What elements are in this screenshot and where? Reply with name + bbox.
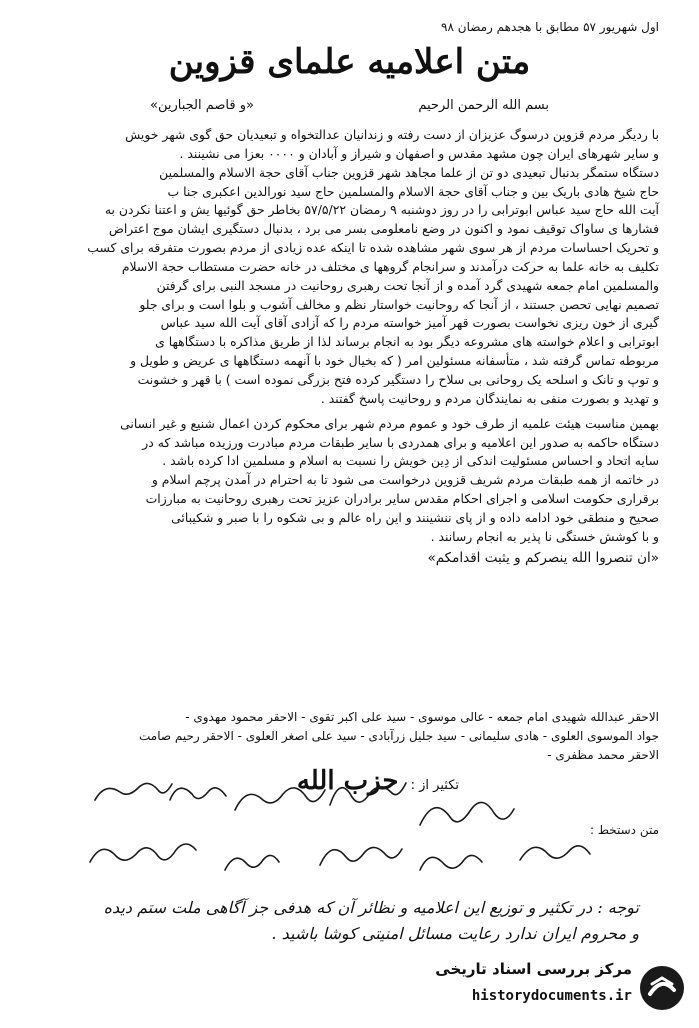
body-line: والمسلمین امام جمعه شهیدی گرد آمده و از آنجا تحت رهبری روحانیت در مسجد النبی برای گرفتن <box>156 277 659 293</box>
body-line: در خاتمه از همه طبقات مردم شریف قزوین درخواست می شود تا به احترام در آمدن پرچم اسلام و <box>151 472 659 488</box>
body-line: و تحریک احساسات مردم از هر سوی شهر مشاهده شده تا اینکه عده زیادی از مردم بصورت متفرقه برای کسب <box>87 240 659 256</box>
note-line: و محروم ایران ندارد رعایت مسائل امنیتی کوشا باشید . <box>271 924 639 943</box>
body-line: بهمین مناسبت هیئت علمیه از طرف خود و عموم مردم شهر برای محکوم کردن اعمال شنیع و غیر انسانی <box>120 415 659 431</box>
signature-9 <box>420 855 482 870</box>
body-line: و تهدید و بصورت منفی به نمایندگان مردم و روحانیت پاسخ گفتند . <box>320 390 659 406</box>
document-title: متن اعلامیه علمای قزوین <box>168 42 531 82</box>
archive-logo-icon <box>638 964 686 1012</box>
signature-8 <box>320 847 402 865</box>
body-line: دستگاه حاکمه به صدور این اعلامیه و برای همدردی با سایر طبقات مردم مبادرت ورزیده مباشد که در <box>142 434 659 450</box>
body-line: با ردیگر مردم قزوین درسوگ عزیزان از دست رفته و زندانیان عدالتخواه و تبعیدیان حق گوی شهر خویش <box>125 127 659 142</box>
body-line: تکلیف به خانه علما به حرکت درآمدند و سرانجام گروهها ی مختلف در خانه حضرت مستطاب حجة الاسلام <box>121 258 659 274</box>
handwritten-note <box>39 895 639 947</box>
signature-10 <box>520 846 590 860</box>
body-line: ابوترابی و اعلام خواسته های مشروعه دیگر بود به انجام برساند لذا از طریق مذاکره با دستگاهها ی <box>155 334 659 350</box>
body-line: مربوطه تماس گرفته شد ، متأسفانه مسئولین امر ( که بخیال خود با آنهمه دستگاهها ی عریض و طویل و <box>130 353 659 369</box>
signatory-line: جواد الموسوی العلوی - هادی سلیمانی - سید جلیل زرآبادی - سید علی اصغر العلوی - الاحقر رحیم صامت <box>139 729 659 743</box>
signatory-line: الاحقر عبدالله شهیدی امام جمعه - عالی موسوی - سید علی اکبر تقوی - الاحقر محمود مهدوی - <box>185 710 659 724</box>
date-line: اول شهریور ۵۷ مطابق با هجدهم رمضان ۹۸ <box>441 20 659 34</box>
archive-url: historydocuments.ir <box>471 988 632 1004</box>
party-name: حزب الله <box>296 766 399 796</box>
bismillah: بسم الله الرحمن الرحیم <box>418 98 549 113</box>
archive-name: مرکز بررسی اسناد تاریخی <box>435 960 632 978</box>
note-line: توجه : در تکثیر و توزیع این اعلامیه و نظائر آن که هدفی جز آگاهی ملت ستم دیده <box>103 898 639 917</box>
archive-watermark <box>395 958 690 1020</box>
body-line: و توپ و تانک و اسلحه یک روحانی بی سلاح را دستگیر کرده فتح بزرگی نموده است ) با قهر و خشونت <box>137 371 659 387</box>
body-line: تصمیم نهایی تحصن جستند ، از آنجا که روحانیت خواستار نظم و مخالف آشوب و بلوا است و برای جلو <box>139 296 659 312</box>
handwritten-text-label: متن دستخط : <box>589 823 659 837</box>
body-line: سایه اتحاد و احساس مسئولیت اندکی از دِین خویش را نسبت به اسلام و مسلمین ادا کرده باشد . <box>162 453 659 469</box>
signature-2 <box>170 788 226 800</box>
signature-3 <box>235 788 325 810</box>
body-line: و سایر شهرهای ایران چون مشهد مقدس و اصفهان و شیراز و آبادان و ۰۰۰۰ بعزا می نشینند . <box>179 145 659 161</box>
body-line: صحیح و منطقی خود ادامه داده و از پای ننشینند و این راه عالم و بی شکوه را با صبر و شکیبائی <box>171 509 659 525</box>
signature-6 <box>90 844 196 862</box>
body-line: برقراری حکومت اسلامی و اجرای احکام مقدس سایر برادران عزیز تحت رهبری روحانیت به مبارزات <box>145 491 659 507</box>
signature-7 <box>225 855 279 870</box>
body-line: آیت الله حاج سید عباس ابوترابی را در روز دوشنبه ۹ رمضان ۵۷/۵/۲۲ بخاطر حق گوئیها یش و اعتنا نکردن به <box>104 202 659 218</box>
signature-1 <box>95 783 172 800</box>
body-line: فشارها ی ساواک توقیف نمود و اکنون در وضع نامعلومی بسر می برد ، بدنبال دستگیری ایشان موج اعتراض <box>108 221 659 237</box>
verse-bottom: «ان تنصروا الله ینصرکم و یثبت اقدامکم» <box>427 549 659 566</box>
signatory-line: الاحقر محمد مظفری - <box>547 748 659 762</box>
copy-by-label: تکثیر از : <box>410 778 459 793</box>
verse-top: «و قاصم الجبارین» <box>150 98 254 113</box>
body-line: دستگاه ستمگر بدنبال تبعیدی دو تن از علما مجاهد شهر قزوین جناب آقای حجة الاسلام والمسلمین <box>159 164 659 180</box>
body-line: گیری از خون ریزی نخواست بصورت قهر آمیز خواسته مردم را که آزادی آقای آیت الله سید عباس <box>160 315 659 331</box>
body-line: حاج شیخ هادی باریک بین و جناب آقای حجة الاسلام والمسلمین حاج سید نورالدین اعکبری جنا ب <box>167 183 659 199</box>
signature-4 <box>330 783 406 805</box>
signature-5 <box>420 802 514 825</box>
body-line: و با کوشش خستگی نا پذیر به انجام رسانند . <box>430 528 659 544</box>
